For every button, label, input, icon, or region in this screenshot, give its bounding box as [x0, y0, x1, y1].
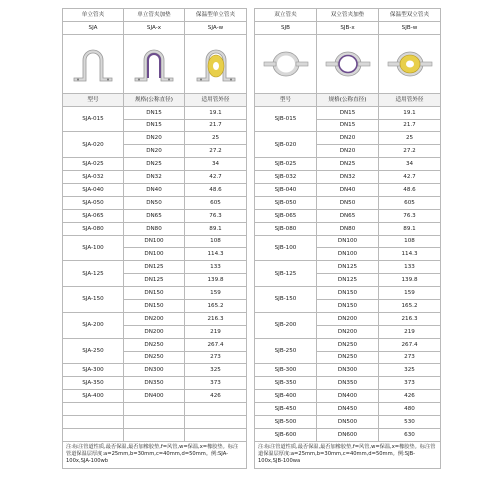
product-image-cell [124, 34, 185, 93]
blank-cell [63, 403, 124, 416]
model-cell: SJB-100 [255, 235, 317, 261]
product-code: SJB-x [317, 21, 379, 34]
product-name: 双立管夹 [255, 9, 317, 22]
table-row [255, 377, 441, 390]
table-row [63, 377, 247, 390]
outer-diameter-cell: 139.8 [185, 274, 247, 287]
blank-cell [63, 416, 124, 429]
note-row [255, 441, 441, 468]
footnote: 注:标注管道性质,最否保温,最否加橡胶垫,f=风管,w=保温,x=橡胶垫。标注管道保温层厚度:a=25mm,b=30mm,c=40mm,d=50mm。例:SJA-100x,SJA-100wb [63, 441, 247, 468]
model-cell: SJB-200 [255, 312, 317, 338]
column-header: 规格(公称直径) [317, 93, 379, 106]
spec-cell: DN600 [317, 428, 379, 441]
model-cell: SJA-032 [63, 171, 124, 184]
outer-diameter-cell: 21.7 [185, 119, 247, 132]
spec-cell: DN400 [124, 390, 185, 403]
table-row [255, 428, 441, 441]
column-header-row [63, 93, 247, 106]
product-code: SJA [63, 21, 124, 34]
product-code: SJB-w [379, 21, 441, 34]
product-image-cell [63, 34, 124, 93]
table-row [63, 209, 247, 222]
product-name: 单立管夹加垫 [124, 9, 185, 22]
table-row [63, 364, 247, 377]
spec-cell: DN150 [124, 287, 185, 300]
spec-cell: DN150 [317, 300, 379, 313]
table-row [255, 364, 441, 377]
spec-cell: DN100 [124, 248, 185, 261]
spec-cell: DN250 [124, 338, 185, 351]
product-code: SJA-x [124, 21, 185, 34]
table-row [255, 158, 441, 171]
spec-cell: DN200 [317, 312, 379, 325]
model-cell: SJA-300 [63, 364, 124, 377]
outer-diameter-cell: 76.3 [185, 209, 247, 222]
model-cell: SJB-020 [255, 132, 317, 158]
padded-u-clamp-icon [124, 42, 184, 86]
model-cell: SJA-100 [63, 235, 124, 261]
table-row [63, 287, 247, 300]
spec-cell: DN100 [317, 248, 379, 261]
outer-diameter-cell: 273 [185, 351, 247, 364]
spec-cell: DN32 [124, 171, 185, 184]
outer-diameter-cell: 219 [185, 325, 247, 338]
product-name: 保温型双立管夹 [379, 9, 441, 22]
table-row [63, 132, 247, 145]
outer-diameter-cell: 605 [185, 196, 247, 209]
product-image-cell [255, 34, 317, 93]
column-header: 适用管外径 [379, 93, 441, 106]
outer-diameter-cell: 42.7 [185, 171, 247, 184]
outer-diameter-cell: 19.1 [379, 106, 441, 119]
model-cell: SJB-300 [255, 364, 317, 377]
spec-cell: DN125 [124, 274, 185, 287]
outer-diameter-cell: 133 [379, 261, 441, 274]
outer-diameter-cell: 27.2 [185, 145, 247, 158]
table-row [255, 403, 441, 416]
model-cell: SJB-040 [255, 184, 317, 197]
table-row [255, 209, 441, 222]
spec-cell: DN125 [317, 261, 379, 274]
table-row [63, 222, 247, 235]
table-row [255, 106, 441, 119]
outer-diameter-cell: 42.7 [379, 171, 441, 184]
spec-cell: DN125 [124, 261, 185, 274]
outer-diameter-cell: 325 [379, 364, 441, 377]
table-row [63, 390, 247, 403]
spec-cell: DN150 [124, 300, 185, 313]
image-row [63, 34, 247, 93]
model-cell: SJA-025 [63, 158, 124, 171]
insulated-u-clamp-icon [185, 42, 246, 86]
spec-cell: DN25 [317, 158, 379, 171]
column-header-row [255, 93, 441, 106]
table-row [63, 338, 247, 351]
spec-cell: DN100 [317, 235, 379, 248]
header-row [63, 9, 247, 22]
outer-diameter-cell: 25 [379, 132, 441, 145]
spec-cell: DN350 [124, 377, 185, 390]
outer-diameter-cell: 159 [379, 287, 441, 300]
outer-diameter-cell: 426 [185, 390, 247, 403]
table-row [255, 338, 441, 351]
table-row [63, 106, 247, 119]
model-cell: SJA-080 [63, 222, 124, 235]
outer-diameter-cell: 114.3 [185, 248, 247, 261]
model-cell: SJB-450 [255, 403, 317, 416]
product-image-cell [379, 34, 441, 93]
outer-diameter-cell: 108 [379, 235, 441, 248]
table-row [255, 184, 441, 197]
outer-diameter-cell: 48.6 [379, 184, 441, 197]
spec-cell: DN50 [124, 196, 185, 209]
outer-diameter-cell: 139.8 [379, 274, 441, 287]
table-row [255, 235, 441, 248]
model-cell: SJA-250 [63, 338, 124, 364]
model-cell: SJA-015 [63, 106, 124, 132]
spec-cell: DN300 [124, 364, 185, 377]
column-header: 型号 [255, 93, 317, 106]
table-row [63, 171, 247, 184]
blank-cell [63, 428, 124, 441]
outer-diameter-cell: 630 [379, 428, 441, 441]
table-row [255, 171, 441, 184]
outer-diameter-cell: 165.2 [185, 300, 247, 313]
outer-diameter-cell: 89.1 [379, 222, 441, 235]
spec-cell: DN250 [317, 351, 379, 364]
spec-cell: DN80 [124, 222, 185, 235]
table-row [63, 261, 247, 274]
outer-diameter-cell: 21.7 [379, 119, 441, 132]
spec-cell: DN400 [317, 390, 379, 403]
product-name: 单立管夹 [63, 9, 124, 22]
table-row [255, 196, 441, 209]
product-image-cell [185, 34, 247, 93]
code-row [63, 21, 247, 34]
blank-cell [185, 403, 247, 416]
spec-cell: DN80 [317, 222, 379, 235]
blank-cell [124, 416, 185, 429]
outer-diameter-cell: 273 [379, 351, 441, 364]
model-cell: SJA-020 [63, 132, 124, 158]
product-name: 双立管夹加垫 [317, 9, 379, 22]
spec-cell: DN150 [317, 287, 379, 300]
model-cell: SJA-050 [63, 196, 124, 209]
outer-diameter-cell: 373 [185, 377, 247, 390]
spec-cell: DN15 [124, 106, 185, 119]
spec-cell: DN200 [124, 312, 185, 325]
model-cell: SJB-400 [255, 390, 317, 403]
spec-cell: DN32 [317, 171, 379, 184]
outer-diameter-cell: 89.1 [185, 222, 247, 235]
spec-cell: DN500 [317, 416, 379, 429]
outer-diameter-cell: 34 [185, 158, 247, 171]
spec-cell: DN350 [317, 377, 379, 390]
model-cell: SJB-600 [255, 428, 317, 441]
table-row [63, 184, 247, 197]
outer-diameter-cell: 159 [185, 287, 247, 300]
model-cell: SJA-350 [63, 377, 124, 390]
table-row [63, 196, 247, 209]
product-code: SJA-w [185, 21, 247, 34]
outer-diameter-cell: 165.2 [379, 300, 441, 313]
model-cell: SJB-050 [255, 196, 317, 209]
column-header: 型号 [63, 93, 124, 106]
table-row [255, 287, 441, 300]
outer-diameter-cell: 114.3 [379, 248, 441, 261]
table-row [255, 132, 441, 145]
table-row [255, 312, 441, 325]
padded-ring-clamp-icon [317, 42, 378, 86]
spec-cell: DN15 [317, 119, 379, 132]
table-row [255, 222, 441, 235]
model-cell: SJB-250 [255, 338, 317, 364]
outer-diameter-cell: 216.3 [185, 312, 247, 325]
outer-diameter-cell: 108 [185, 235, 247, 248]
outer-diameter-cell: 267.4 [379, 338, 441, 351]
product-name: 保温型单立管夹 [185, 9, 247, 22]
outer-diameter-cell: 34 [379, 158, 441, 171]
spec-cell: DN25 [124, 158, 185, 171]
u-clamp-icon [63, 42, 123, 86]
model-cell: SJA-040 [63, 184, 124, 197]
blank-row [63, 403, 247, 416]
clamp-table-single [62, 8, 247, 469]
blank-cell [124, 403, 185, 416]
spec-cell: DN20 [317, 145, 379, 158]
spec-cell: DN20 [317, 132, 379, 145]
model-cell: SJB-025 [255, 158, 317, 171]
spec-cell: DN65 [317, 209, 379, 222]
code-row [255, 21, 441, 34]
spec-cell: DN200 [124, 325, 185, 338]
model-cell: SJB-065 [255, 209, 317, 222]
spec-cell: DN40 [317, 184, 379, 197]
table-row [255, 416, 441, 429]
product-image-cell [317, 34, 379, 93]
model-cell: SJB-150 [255, 287, 317, 313]
spec-cell: DN250 [124, 351, 185, 364]
outer-diameter-cell: 530 [379, 416, 441, 429]
blank-row [63, 428, 247, 441]
model-cell: SJB-500 [255, 416, 317, 429]
outer-diameter-cell: 480 [379, 403, 441, 416]
product-code: SJB [255, 21, 317, 34]
spec-cell: DN15 [124, 119, 185, 132]
table-row [255, 261, 441, 274]
outer-diameter-cell: 373 [379, 377, 441, 390]
header-row [255, 9, 441, 22]
model-cell: SJA-400 [63, 390, 124, 403]
outer-diameter-cell: 19.1 [185, 106, 247, 119]
blank-cell [124, 428, 185, 441]
blank-cell [185, 416, 247, 429]
clamp-table-double [254, 8, 441, 469]
spec-cell: DN65 [124, 209, 185, 222]
outer-diameter-cell: 219 [379, 325, 441, 338]
spec-cell: DN250 [317, 338, 379, 351]
column-header: 适用管外径 [185, 93, 247, 106]
note-row [63, 441, 247, 468]
outer-diameter-cell: 216.3 [379, 312, 441, 325]
model-cell: SJA-150 [63, 287, 124, 313]
outer-diameter-cell: 76.3 [379, 209, 441, 222]
footnote: 注:标注管道性质,最否保温,最否加橡胶垫,f=风管,w=保温,x=橡胶垫。标注管道保温层厚度:a=25mm,b=30mm,c=40mm,d=50mm。例:SJB-100x,SJB-100wa [255, 441, 441, 468]
outer-diameter-cell: 267.4 [185, 338, 247, 351]
outer-diameter-cell: 27.2 [379, 145, 441, 158]
outer-diameter-cell: 133 [185, 261, 247, 274]
table-row [63, 235, 247, 248]
spec-cell: DN300 [317, 364, 379, 377]
spec-cell: DN20 [124, 145, 185, 158]
spec-cell: DN125 [317, 274, 379, 287]
model-cell: SJB-080 [255, 222, 317, 235]
column-header: 规格(公称直径) [124, 93, 185, 106]
table-row [255, 390, 441, 403]
model-cell: SJB-032 [255, 171, 317, 184]
insulated-ring-clamp-icon [379, 42, 440, 86]
table-row [63, 158, 247, 171]
blank-cell [185, 428, 247, 441]
outer-diameter-cell: 605 [379, 196, 441, 209]
spec-cell: DN40 [124, 184, 185, 197]
spec-cell: DN50 [317, 196, 379, 209]
spec-cell: DN20 [124, 132, 185, 145]
outer-diameter-cell: 325 [185, 364, 247, 377]
ring-clamp-icon [255, 42, 316, 86]
spec-cell: DN450 [317, 403, 379, 416]
outer-diameter-cell: 48.6 [185, 184, 247, 197]
image-row [255, 34, 441, 93]
model-cell: SJB-350 [255, 377, 317, 390]
outer-diameter-cell: 25 [185, 132, 247, 145]
model-cell: SJB-015 [255, 106, 317, 132]
table-row [63, 312, 247, 325]
spec-cell: DN15 [317, 106, 379, 119]
outer-diameter-cell: 426 [379, 390, 441, 403]
model-cell: SJA-125 [63, 261, 124, 287]
spec-cell: DN200 [317, 325, 379, 338]
model-cell: SJB-125 [255, 261, 317, 287]
spec-cell: DN100 [124, 235, 185, 248]
blank-row [63, 416, 247, 429]
model-cell: SJA-200 [63, 312, 124, 338]
model-cell: SJA-065 [63, 209, 124, 222]
